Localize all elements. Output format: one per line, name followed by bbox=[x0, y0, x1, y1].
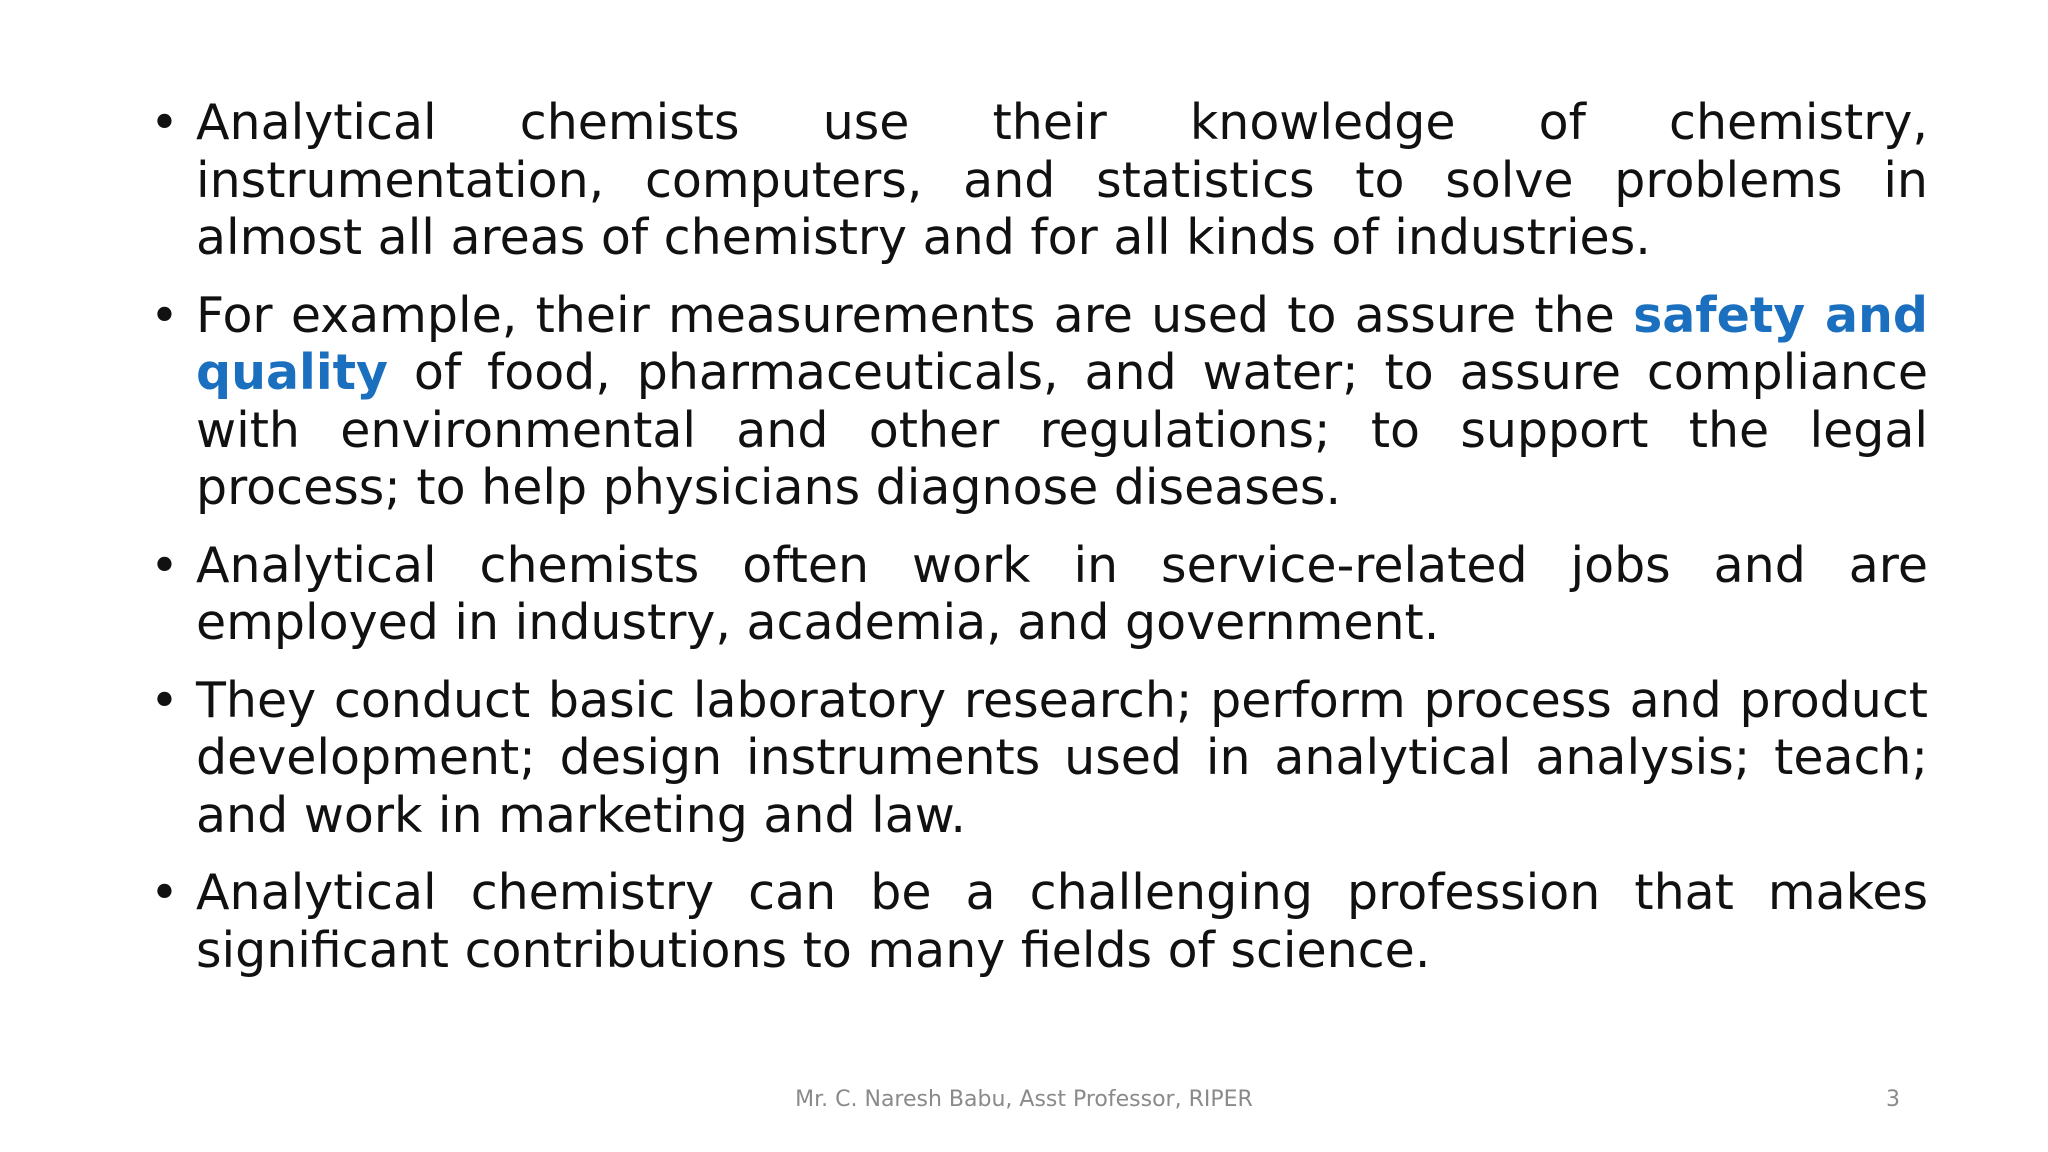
bullet-item bbox=[150, 94, 1928, 267]
footer-author: Mr. C. Naresh Babu, Asst Professor, RIPER bbox=[795, 1087, 1253, 1112]
bullet-item bbox=[150, 864, 1928, 979]
bullet-text: Analytical chemists often work in service-related jobs and are employed in industry, academia, and government. bbox=[196, 536, 1928, 651]
bullet-item bbox=[150, 672, 1928, 845]
bullet-list bbox=[150, 94, 1928, 999]
bullet-marker: • bbox=[150, 94, 179, 151]
bullet-marker: • bbox=[150, 671, 179, 729]
bullet-text: Analytical chemists use their knowledge of chemistry, instrumentation, computers, and statistics to solve problems in almost all areas of chemistry and for all kinds of industries. bbox=[196, 94, 1928, 266]
bullet-item bbox=[150, 537, 1928, 652]
bullet-item bbox=[150, 287, 1928, 517]
bullet-text-after: of food, pharmaceuticals, and water; to assure compliance with environmental and other regulations; to support the legal process; to help physicians diagnose diseases. bbox=[196, 344, 1928, 516]
bullet-marker: • bbox=[150, 864, 179, 921]
bullet-marker: • bbox=[150, 536, 179, 594]
page-number: 3 bbox=[1886, 1087, 1900, 1112]
bullet-text: They conduct basic laboratory research; perform process and product development; design instruments used in analytical analysis; teach; and work in marketing and law. bbox=[196, 671, 1928, 844]
bullet-text: Analytical chemistry can be a challenging profession that makes significant contributions to many fields of science. bbox=[196, 864, 1928, 979]
bullet-marker: • bbox=[150, 286, 179, 344]
bullet-text-before: For example, their measurements are used to assure the bbox=[196, 286, 1634, 344]
bullet-highlight: safety and quality bbox=[196, 286, 1928, 401]
